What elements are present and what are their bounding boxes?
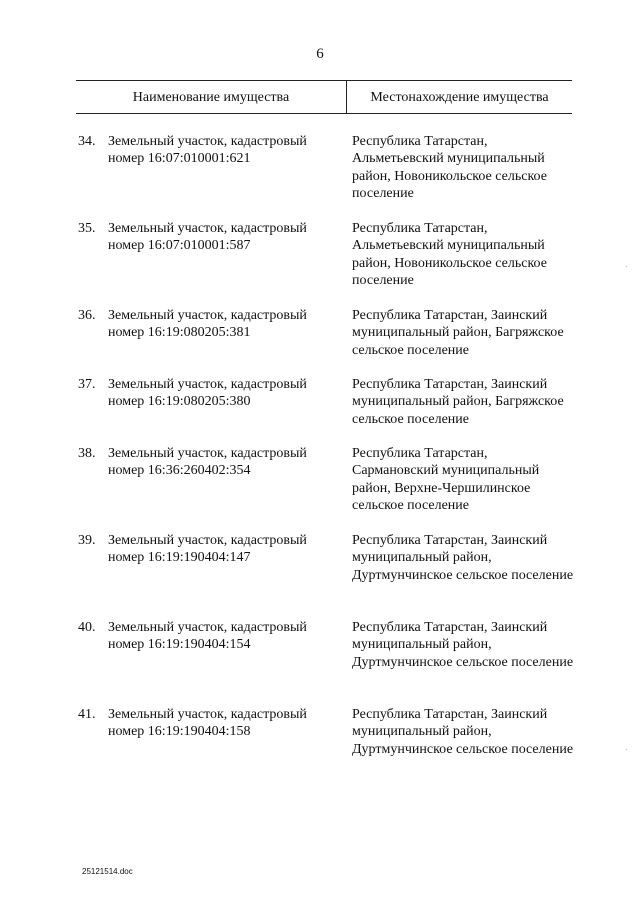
table-row [0, 532, 640, 619]
table-header-top-rule [76, 80, 572, 81]
row-number: 35. [78, 221, 96, 236]
row-number: 39. [78, 533, 96, 548]
row-number: 38. [78, 446, 96, 461]
property-location: Республика Татарстан, Заинский муниципальный район, Дуртмунчинское сельское поселение [352, 533, 574, 583]
page-number: 6 [316, 46, 324, 62]
row-number: 36. [78, 308, 96, 323]
table-row [0, 376, 640, 445]
property-name: Земельный участок, кадастровый номер 16:07:010001:587 [108, 221, 307, 254]
property-name: Земельный участок, кадастровый номер 16:36:260402:354 [108, 446, 307, 479]
column-header-name: Наименование имущества [132, 90, 290, 105]
property-location: Республика Татарстан, Альметьевский муниципальный район, Новоникольское сельское поселение [352, 221, 547, 289]
margin-mark: · [625, 262, 628, 271]
property-location: Республика Татарстан, Альметьевский муниципальный район, Новоникольское сельское поселение [352, 134, 547, 202]
property-name: Земельный участок, кадастровый номер 16:19:190404:158 [108, 707, 307, 740]
column-header-location: Местонахождение имущества [370, 90, 549, 105]
table-row [0, 220, 640, 307]
table-row [0, 619, 640, 706]
property-name: Земельный участок, кадастровый номер 16:19:080205:380 [108, 377, 307, 410]
row-number: 41. [78, 707, 96, 722]
table-body [0, 133, 640, 793]
property-name: Земельный участок, кадастровый номер 16:19:190404:154 [108, 620, 307, 653]
table-row [0, 133, 640, 220]
property-name: Земельный участок, кадастровый номер 16:19:190404:147 [108, 533, 307, 566]
table-header-bottom-rule [76, 113, 572, 114]
row-number: 37. [78, 377, 96, 392]
property-name: Земельный участок, кадастровый номер 16:19:080205:381 [108, 308, 307, 341]
property-location: Республика Татарстан, Сармановский муниципальный район, Верхне-Чершилинское сельское поселение [352, 446, 540, 514]
footer-filename: 25121514.doc [82, 867, 133, 876]
property-location: Республика Татарстан, Заинский муниципальный район, Дуртмунчинское сельское поселение [352, 707, 574, 757]
table-row [0, 445, 640, 532]
property-location: Республика Татарстан, Заинский муниципальный район, Багряжское сельское поселение [352, 308, 564, 358]
row-number: 40. [78, 620, 96, 635]
row-number: 34. [78, 134, 96, 149]
margin-mark: · [625, 745, 628, 754]
table-row [0, 706, 640, 793]
property-name: Земельный участок, кадастровый номер 16:07:010001:621 [108, 134, 307, 167]
property-location: Республика Татарстан, Заинский муниципальный район, Дуртмунчинское сельское поселение [352, 620, 574, 670]
property-location: Республика Татарстан, Заинский муниципальный район, Багряжское сельское поселение [352, 377, 564, 427]
table-row [0, 307, 640, 376]
